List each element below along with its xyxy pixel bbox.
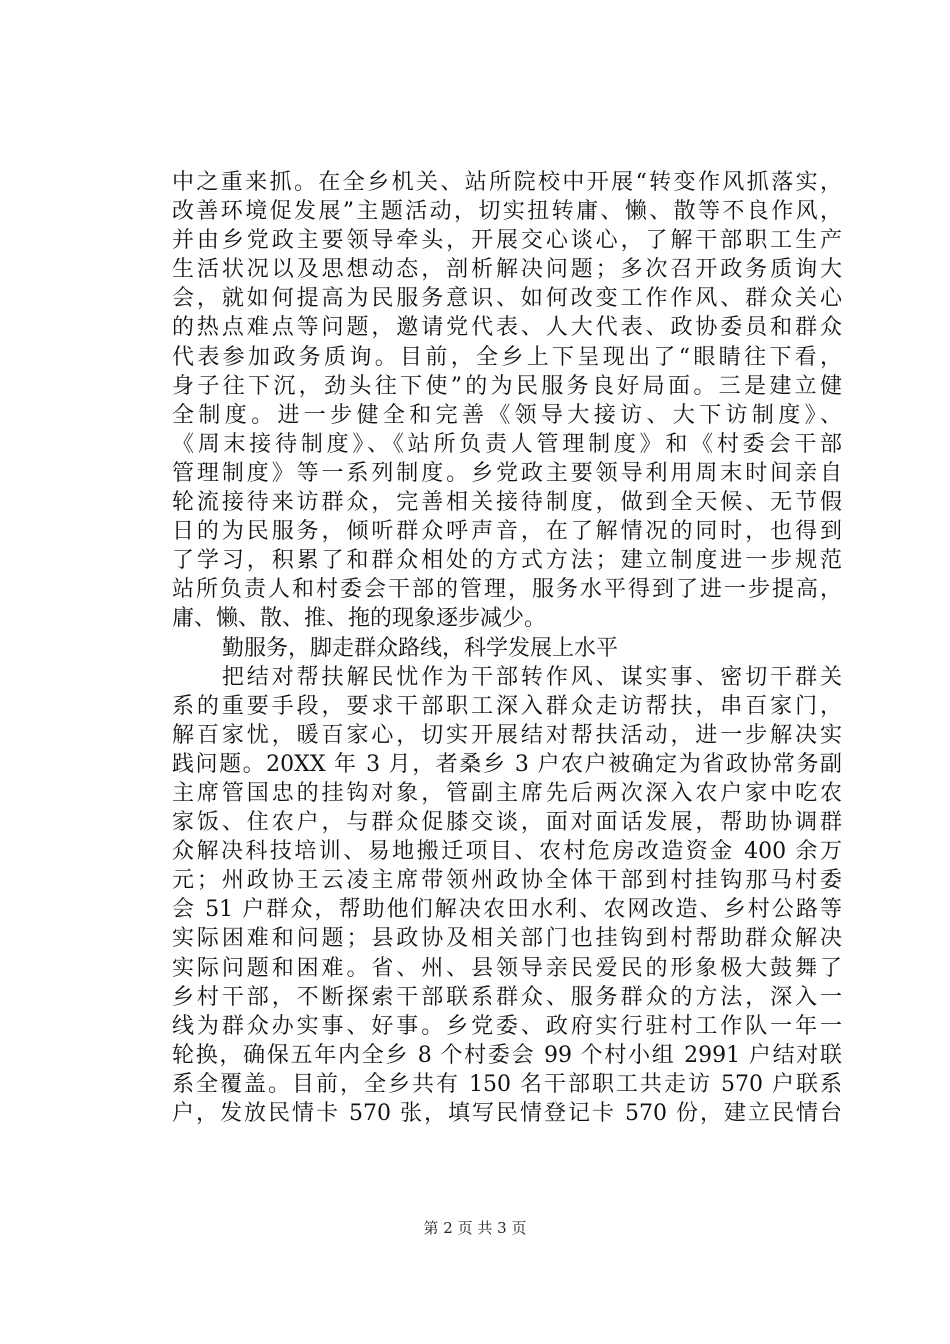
page-number-footer: 第 2 页 共 3 页 bbox=[423, 1219, 527, 1237]
text-line: 日的为民服务，倾听群众呼声音，在了解情况的同时，也得到 bbox=[172, 519, 842, 545]
text-line: 系全覆盖。目前，全乡共有 150 名干部职工共走访 570 户联系 bbox=[172, 1071, 842, 1097]
text-line: 系的重要手段，要求干部职工深入群众走访帮扶，串百家门， bbox=[172, 693, 842, 719]
text-line: 主席管国忠的挂钩对象，管副主席先后两次深入农户家中吃农 bbox=[172, 780, 842, 806]
text-line: 践问题。20XX 年 3 月，者桑乡 3 户农户被确定为省政协常务副 bbox=[172, 751, 842, 777]
text-line: 全制度。进一步健全和完善《领导大接访、大下访制度》、 bbox=[172, 402, 842, 428]
text-line: 管理制度》等一系列制度。乡党政主要领导利用周末时间亲自 bbox=[172, 460, 842, 486]
text-line: 乡村干部，不断探索干部联系群众、服务群众的方法，深入一 bbox=[172, 984, 842, 1010]
text-line: 身子往下沉，劲头往下使”的为民服务良好局面。三是建立健 bbox=[172, 373, 842, 399]
text-line: 实际问题和困难。省、州、县领导亲民爱民的形象极大鼓舞了 bbox=[172, 955, 842, 981]
text-line: 户，发放民情卡 570 张，填写民情登记卡 570 份，建立民情台 bbox=[172, 1101, 842, 1126]
section-heading: 勤服务，脚走群众路线，科学发展上水平 bbox=[178, 635, 619, 661]
text-line: 众解决科技培训、易地搬迁项目、农村危房改造资金 400 余万 bbox=[172, 839, 842, 865]
text-line: 会，就如何提高为民服务意识、如何改变工作作风、群众关心 bbox=[172, 286, 842, 312]
text-line: 轮换，确保五年内全乡 8 个村委会 99 个村小组 2991 户结对联 bbox=[172, 1042, 842, 1068]
text-line: 中之重来抓。在全乡机关、站所院校中开展“转变作风抓落实， bbox=[172, 170, 842, 195]
text-line: 了学习，积累了和群众相处的方式方法；建立制度进一步规范 bbox=[172, 548, 842, 574]
text-line: 的热点难点等问题，邀请党代表、人大代表、政协委员和群众 bbox=[172, 315, 842, 341]
text-line: 会 51 户群众，帮助他们解决农田水利、农网改造、乡村公路等 bbox=[172, 897, 842, 923]
text-line: 生活状况以及思想动态，剖析解决问题；多次召开政务质询大 bbox=[172, 257, 842, 283]
text-line: 把结对帮扶解民忧作为干部转作风、谋实事、密切干群关 bbox=[172, 664, 842, 690]
document-body bbox=[172, 168, 842, 1128]
text-line: 家饭、住农户，与群众促膝交谈，面对面话发展，帮助协调群 bbox=[172, 810, 842, 836]
text-line: 元；州政协王云凌主席带领州政协全体干部到村挂钩那马村委 bbox=[172, 868, 842, 894]
text-line: 解百家忧，暖百家心，切实开展结对帮扶活动，进一步解决实 bbox=[172, 722, 842, 748]
text-line: 并由乡党政主要领导牵头，开展交心谈心，了解干部职工生产 bbox=[172, 228, 842, 254]
text-line: 轮流接待来访群众，完善相关接待制度，做到全天候、无节假 bbox=[172, 490, 842, 516]
text-line: 实际困难和问题；县政协及相关部门也挂钩到村帮助群众解决 bbox=[172, 926, 842, 952]
text-line: 改善环境促发展”主题活动，切实扭转庸、懒、散等不良作风， bbox=[172, 199, 842, 225]
text-line: 线为群众办实事、好事。乡党委、政府实行驻村工作队一年一 bbox=[172, 1013, 842, 1039]
paragraph-end-line: 庸、懒、散、推、拖的现象逐步减少。 bbox=[172, 606, 547, 632]
text-line: 《周末接待制度》、《站所负责人管理制度》和《村委会干部 bbox=[172, 431, 842, 457]
text-line: 代表参加政务质询。目前，全乡上下呈现出了“眼睛往下看， bbox=[172, 344, 842, 370]
text-line: 站所负责人和村委会干部的管理，服务水平得到了进一步提高， bbox=[172, 577, 842, 603]
